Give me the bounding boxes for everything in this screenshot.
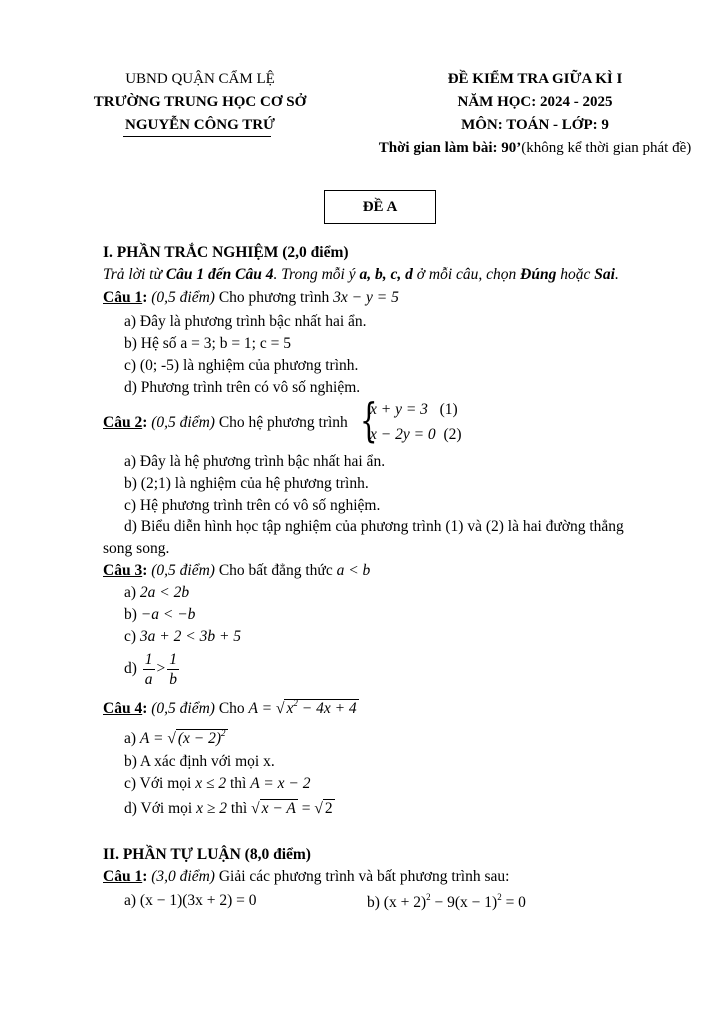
system-brace: { [360,393,378,447]
q2-option-a: a) Đây là hệ phương trình bậc nhất hai ẩn. [124,453,386,470]
q1-option-b: b) Hệ số a = 3; b = 1; c = 5 [124,335,291,352]
q2-equation-2: x − 2y = 0 (2) [370,426,462,443]
q2-option-b: b) (2;1) là nghiệm của hệ phương trình. [124,475,369,492]
part2-q1-a: a) (x − 1)(3x + 2) = 0 [124,892,257,909]
part2-q1-b: b) $(x + 2)^2 - 9(x - 1)^2 = 0$ [367,892,526,911]
school-name: NGUYỄN CÔNG TRỨ [124,117,275,133]
exam-code-box: ĐỀ A [324,190,436,224]
q2-stem: Câu 2: (0,5 điểm) Cho hệ phương trình [103,414,348,431]
subject-grade: MÔN: TOÁN - LỚP: 9 [461,117,609,133]
q4-option-d: d) Với mọi x ≥ 2 thì √ x − A = √ 2 [124,800,333,817]
q2-option-d: d) Biểu diễn hình học tập nghiệm của phương trình (1) và (2) là hai đường thẳng [124,518,624,535]
school-type: TRƯỜNG TRUNG HỌC CƠ SỞ [93,94,307,110]
q4-option-a: a) A = √ $(x - 2)^2$ [124,728,226,747]
q2-option-c: c) Hệ phương trình trên có vô số nghiệm. [124,497,381,514]
exam-title: ĐỀ KIỂM TRA GIỮA KÌ I [447,71,623,87]
q2-equation-1: x + y = 3 (1) [370,401,458,418]
q4-stem: Câu 4: (0,5 điểm) Cho A = √ $x^2 - 4x + 4$ [103,698,357,717]
q1-option-a: a) Đây là phương trình bậc nhất hai ẩn. [124,313,367,330]
q1-option-d: d) Phương trình trên có vô số nghiệm. [124,379,361,396]
part1-title: I. PHẦN TRẮC NGHIỆM (2,0 điểm) [103,244,349,261]
exam-header [370,68,700,160]
q3-option-a: a) 2a < 2b [124,584,190,601]
part1-instructions: Trả lời từ Câu 1 đến Câu 4. Trong mỗi ý a, b, c, d ở mỗi câu, chọn Đúng hoặc Sai. [103,266,619,283]
time-line [370,137,700,160]
school-year: NĂM HỌC: 2024 - 2025 [457,94,613,110]
part2-title: II. PHẦN TỰ LUẬN (8,0 điểm) [103,846,311,863]
q1-option-c: c) (0; -5) là nghiệm của phương trình. [124,357,359,374]
school-name-underline [123,136,271,137]
q3-option-b: b) −a < −b [124,606,196,623]
time-note: (không kể thời gian phát đề) [521,140,692,156]
q3-option-c: c) 3a + 2 < 3b + 5 [124,628,242,645]
q3-stem: Câu 3: (0,5 điểm) Cho bất đẳng thức a < b [103,562,371,579]
school-header [80,68,320,137]
q4-option-c: c) Với mọi x ≤ 2 thì A = x − 2 [124,775,311,792]
part2-q1-stem: Câu 1: (3,0 điểm) Giải các phương trình và bất phương trình sau: [103,868,510,885]
q4-option-b: b) A xác định với mọi x. [124,753,275,770]
district-name: UBND QUẬN CẨM LỆ [125,71,275,87]
q3-option-d: d) $\frac{1}{a}$ > $\frac{1}{b}$ [124,651,178,688]
q2-option-d-cont: song song. [103,540,170,557]
time-label: Thời gian làm bài: 90’ [378,140,522,156]
q1-stem: Câu 1: (0,5 điểm) Cho phương trình 3x − y = 5 [103,289,399,306]
